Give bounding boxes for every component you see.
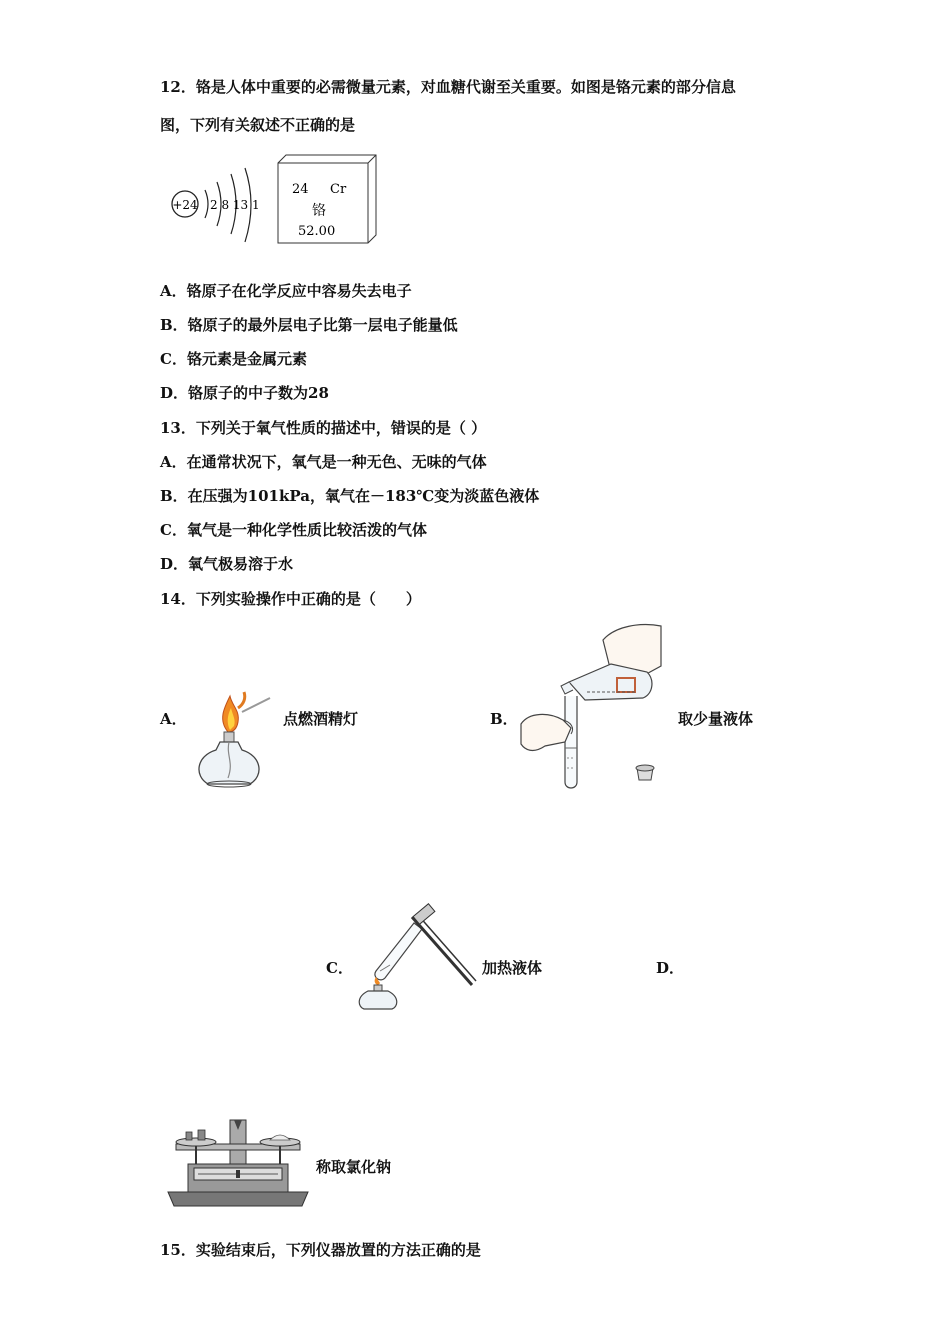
q12-option-b: B．铬原子的最外层电子比第一层电子能量低	[160, 316, 458, 334]
q13-option-c: C．氧气是一种化学性质比较活泼的气体	[160, 521, 427, 539]
q14-option-a-letter: A．	[160, 710, 187, 728]
q14-option-b-caption: 取少量液体	[678, 710, 754, 728]
atomic-number: 24	[292, 182, 309, 197]
element-card	[278, 155, 380, 245]
q14-option-a-caption: 点燃酒精灯	[283, 710, 359, 728]
q13-stem: 13．下列关于氧气性质的描述中，错误的是（ ）	[160, 419, 487, 437]
q14-option-b-letter: B．	[490, 710, 518, 728]
pour-liquid-figure	[515, 620, 675, 794]
q13-option-d: D．氧气极易溶于水	[160, 555, 294, 573]
heat-liquid-figure	[358, 905, 480, 1011]
q12-stem-line2: 图，下列有关叙述不正确的是	[160, 116, 356, 134]
q14-stem: 14．下列实验操作中正确的是（ ）	[160, 590, 421, 608]
atom-structure-diagram	[165, 162, 265, 250]
q14-option-c-caption: 加热液体	[482, 959, 543, 977]
balance-scale-figure	[168, 1116, 308, 1208]
q12-stem-line1: 12．铬是人体中重要的必需微量元素，对血糖代谢至关重要。如图是铬元素的部分信息	[160, 78, 736, 96]
element-name: 铬	[312, 203, 326, 219]
q14-option-d-caption: 称取氯化钠	[316, 1158, 392, 1176]
q14-option-d-letter: D．	[656, 959, 685, 977]
nucleus-charge: +24	[172, 198, 198, 212]
q15-stem: 15．实验结束后，下列仪器放置的方法正确的是	[160, 1241, 481, 1259]
q14-option-c-letter: C．	[326, 959, 353, 977]
atomic-mass: 52.00	[298, 224, 336, 239]
q12-option-a: A．铬原子在化学反应中容易失去电子	[160, 282, 412, 300]
q13-option-a: A．在通常状况下，氧气是一种无色、无味的气体	[160, 453, 487, 471]
element-symbol: Cr	[330, 182, 347, 197]
electron-shells: 2 8 13 1	[210, 198, 260, 212]
q12-option-d: D．铬原子的中子数为28	[160, 384, 329, 402]
alcohol-lamp-lighting-figure	[190, 690, 280, 794]
q13-option-b: B．在压强为101kPa，氧气在－183℃变为淡蓝色液体	[160, 487, 540, 505]
q12-option-c: C．铬元素是金属元素	[160, 350, 307, 368]
